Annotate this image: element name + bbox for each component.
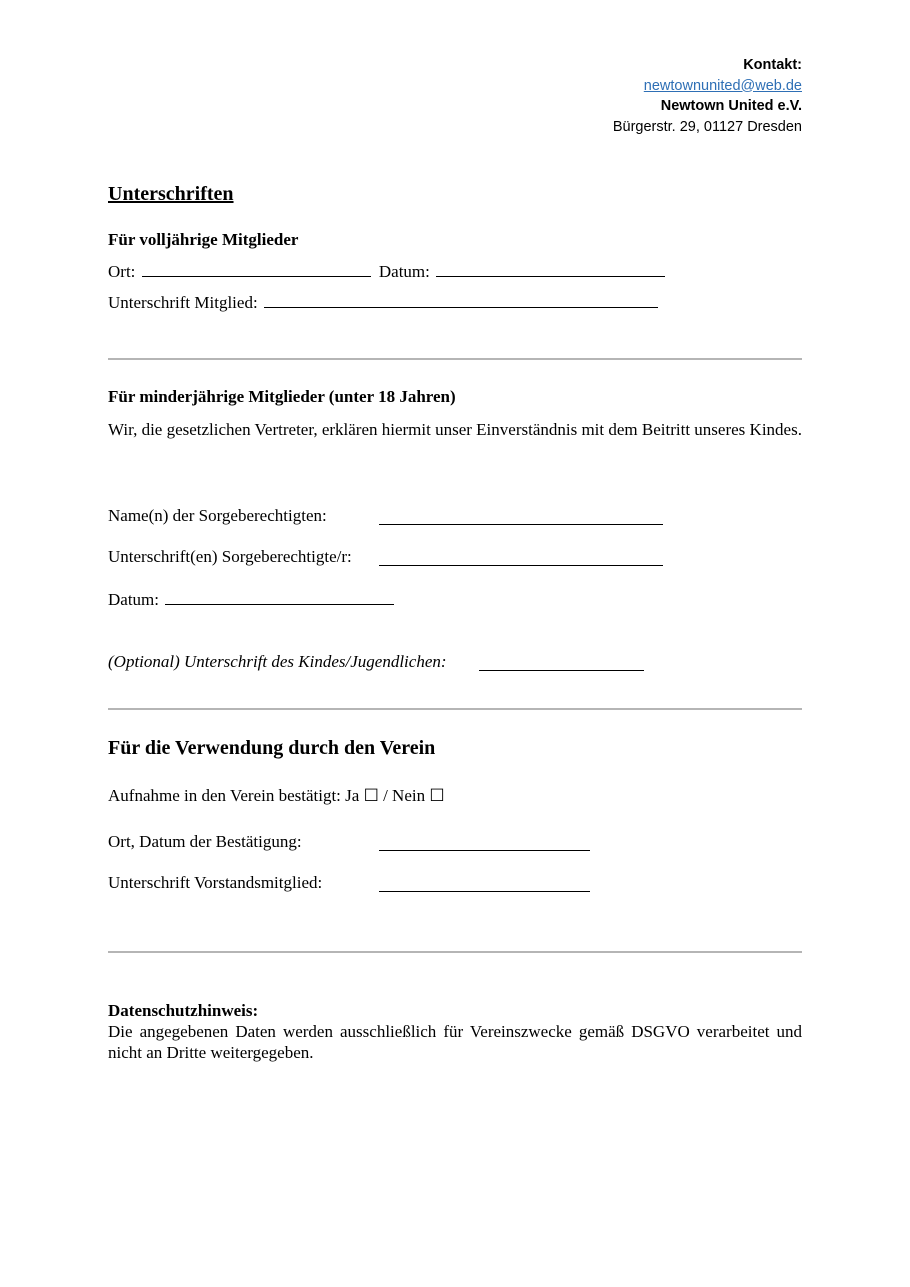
minor-datum-label: Datum:: [108, 590, 159, 609]
child-signature-field[interactable]: [479, 654, 644, 671]
consent-text: Wir, die gesetzlichen Vertreter, erklären hiermit unser Einverständnis mit dem Beitritt unseres Kindes.: [108, 420, 802, 439]
member-signature-label: Unterschrift Mitglied:: [108, 293, 258, 312]
adult-signature-row: [108, 291, 658, 313]
ort-field[interactable]: [142, 260, 371, 277]
organization-name: Newtown United e.V.: [660, 98, 802, 114]
minor-datum-field[interactable]: [165, 588, 394, 605]
page-title: Unterschriften: [108, 183, 234, 205]
minor-datum-row: [108, 588, 394, 610]
privacy-text: Die angegebenen Daten werden ausschließlich für Vereinszwecke gemäß DSGVO verarbeitet und nicht an Dritte weitergegeben.: [108, 1022, 802, 1062]
contact-email-link[interactable]: newtownunited@web.de: [643, 77, 802, 94]
guardian-signature-field[interactable]: [379, 549, 663, 566]
admission-separator: / Nein: [383, 786, 426, 805]
guardian-signature-row: [108, 547, 352, 567]
section-divider: [108, 951, 802, 953]
guardian-signature-label: Unterschrift(en) Sorgeberechtigte/r:: [108, 547, 352, 566]
guardian-names-row: [108, 506, 327, 526]
organization-address: Bürgerstr. 29, 01127 Dresden: [612, 118, 802, 135]
contact-label: Kontakt:: [743, 57, 802, 73]
admission-yes-checkbox[interactable]: ☐: [363, 786, 379, 805]
club-use-heading: Für die Verwendung durch den Verein: [108, 737, 436, 759]
board-signature-row: [108, 873, 322, 893]
contact-block: [613, 55, 802, 137]
confirmation-label: Ort, Datum der Bestätigung:: [108, 832, 302, 851]
guardian-names-field[interactable]: [379, 508, 663, 525]
member-signature-field[interactable]: [264, 291, 658, 308]
section-divider: [108, 358, 802, 360]
privacy-heading: Datenschutzhinweis:: [108, 1001, 259, 1020]
datum-field[interactable]: [436, 260, 665, 277]
admission-row: [108, 786, 445, 806]
section-divider: [108, 708, 802, 710]
adult-ort-row: [108, 260, 665, 282]
datum-label: Datum:: [378, 262, 430, 281]
board-signature-field[interactable]: [379, 875, 590, 892]
child-signature-label: (Optional) Unterschrift des Kindes/Jugendlichen:: [108, 652, 447, 671]
guardian-names-label: Name(n) der Sorgeberechtigten:: [108, 506, 327, 525]
admission-no-checkbox[interactable]: ☐: [429, 786, 445, 805]
ort-label: Ort:: [108, 262, 136, 281]
admission-label: Aufnahme in den Verein bestätigt: Ja: [108, 786, 360, 805]
confirmation-field[interactable]: [379, 834, 590, 851]
minor-section-heading: Für minderjährige Mitglieder (unter 18 Jahren): [108, 387, 456, 406]
child-signature-row: [108, 652, 447, 672]
board-signature-label: Unterschrift Vorstandsmitglied:: [108, 873, 323, 892]
confirmation-row: [108, 832, 302, 852]
adult-section-heading: Für volljährige Mitglieder: [108, 230, 299, 249]
